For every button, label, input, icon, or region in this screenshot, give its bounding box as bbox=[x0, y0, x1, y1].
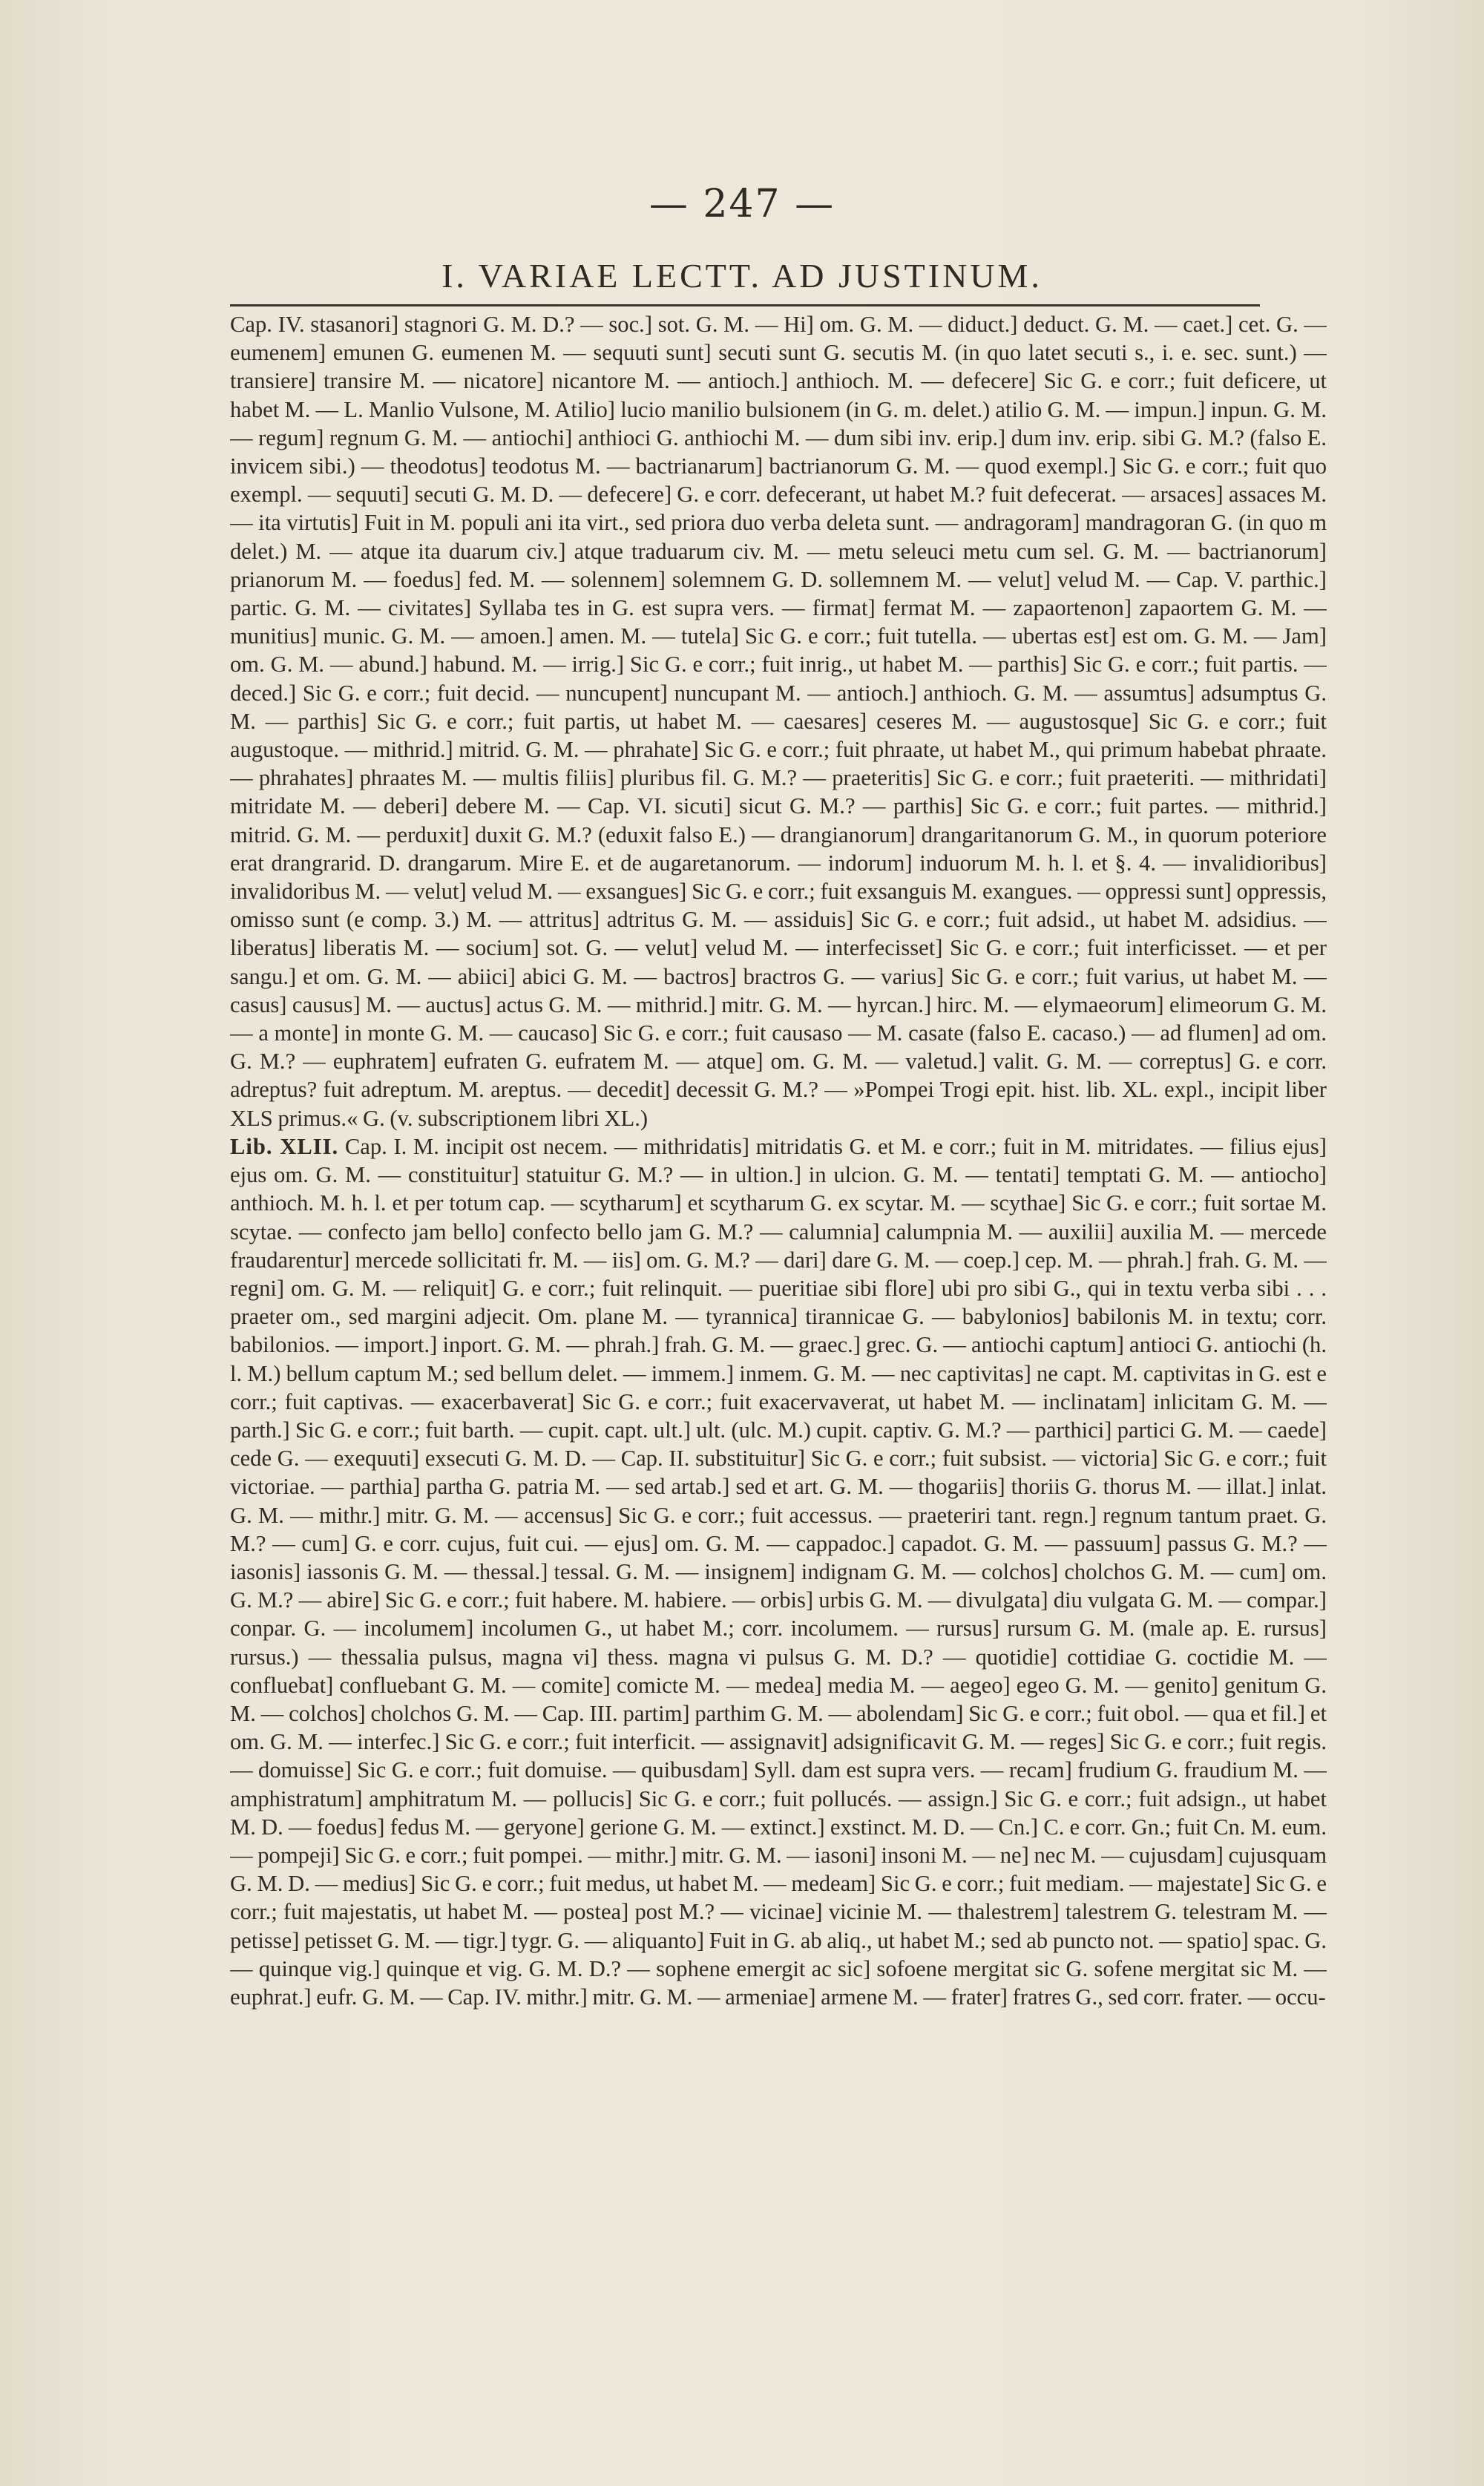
header-rule bbox=[230, 304, 1260, 306]
apparatus-paragraph-book-41: Cap. IV. stasanori] stagnori G. M. D.? — soc.] sot. G. M. — Hi] om. G. M. — diduct.] deduct. G. M. — caet.] cet. G. — eumenem] emunen G. eumenen M. — sequuti sunt] secuti sunt G. secutis M. (in quo latet secuti s., i. e. sec. sunt.) — transiere] transire M. — nicatore] nicantore M. — antioch.] anthioch. M. — defecere] Sic G. e corr.; fuit deficere, ut habet M. — L. Manlio Vulsone, M. Atilio] lucio manilio bulsionem (in G. m. delet.) atilio G. M. — impun.] inpun. G. M. — regum] regnum G. M. — antiochi] anthioci G. anthiochi M. — dum sibi inv. erip.] dum inv. erip. sibi G. M.? (falso E. invicem sibi.) — theodotus] teodotus M. — bactrianarum] bactrianorum G. M. — quod exempl.] Sic G. e corr.; fuit quo exempl. — sequuti] secuti G. M. D. — defecere] G. e corr. defecerant, ut habet M.? fuit defecerat. — arsaces] assaces M. — ita virtutis] Fuit in M. populi ani ita virt., sed priora duo verba deleta sunt. — andragoram] mandragoran G. (in quo m delet.) M. — atque ita duarum civ.] atque traduarum civ. M. — metu seleuci metu cum sel. G. M. — bactrianorum] prianorum M. — foedus] fed. M. — solennem] solemnem G. D. sollemnem M. — velut] velud M. — Cap. V. parthic.] partic. G. M. — civitates] Syllaba tes in G. est supra vers. — firmat] fermat M. — zapaortenon] zapaortem G. M. — munitius] munic. G. M. — amoen.] amen. M. — tutela] Sic G. e corr.; fuit tutella. — ubertas est] est om. G. M. — Jam] om. G. M. — abund.] habund. M. — irrig.] Sic G. e corr.; fuit inrig., ut habet M. — parthis] Sic G. e corr.; fuit partis. — deced.] Sic G. e corr.; fuit decid. — nuncupent] nuncupant M. — antioch.] anthioch. G. M. — assumtus] adsumptus G. M. — parthis] Sic G. e corr.; fuit partis, ut habet M. — caesares] ceseres M. — augustosque] Sic G. e corr.; fuit augustoque. — mithrid.] mitrid. G. M. — phrahate] Sic G. e corr.; fuit phraate, ut habet M., qui primum habebat phraate. — phrahates] phraates M. — multis filiis] pluribus fil. G. M.? — praeteritis] Sic G. e corr.; fuit praeteriti. — mithridati] mitridate M. — deberi] debere M. — Cap. VI. sicuti] sicut G. M.? — parthis] Sic G. e corr.; fuit partes. — mithrid.] mitrid. G. M. — perduxit] duxit G. M.? (eduxit falso E.) — drangianorum] drangaritanorum G. M., in quorum poteriore erat drangrarid. D. drangarum. Mire E. et de augaretanorum. — indorum] induorum M. h. l. et §. 4. — invalidioribus] invalidoribus M. — velut] velud M. — exsangues] Sic G. e corr.; fuit exsanguis M. exangues. — oppressi sunt] oppressis, omisso sunt (e comp. 3.) M. — attritus] adtritus G. M. — assiduis] Sic G. e corr.; fuit adsid., ut habet M. adsidius. — liberatus] liberatis M. — socium] sot. G. — velut] velud M. — interfecisset] Sic G. e corr.; fuit interficisset. — et per sangu.] et om. G. M. — abiici] abici G. M. — bactros] bractros G. — varius] Sic G. e corr.; fuit varius, ut habet M. — casus] causus] M. — auctus] actus G. M. — mithrid.] mitr. G. M. — hyrcan.] hirc. M. — elymaeorum] elimeorum G. M. — a monte] in monte G. M. — caucaso] Sic G. e corr.; fuit causaso — M. casate (falso E. cacaso.) — ad flumen] ad om. G. M.? — euphratem] eufraten G. eufratem M. — atque] om. G. M. — valetud.] valit. G. M. — correptus] G. e corr. adreptus? fuit adreptum. M. areptus. — decedit] decessit G. M.? — »Pompei Trogi epit. hist. lib. XL. expl., incipit liber XLS primus.« G. (v. subscriptionem libri XL.) bbox=[230, 312, 1327, 1131]
book-heading: Lib. XLII. bbox=[230, 1133, 339, 1159]
book-42-notes: Cap. I. M. incipit ost necem. — mithridatis] mitridatis G. et M. e corr.; fuit in M. mitridates. — filius ejus] ejus om. G. M. — constituitur] statuitur G. M.? — in ultion.] in ulcion. G. M. — tentati] temptati G. M. — antiocho] anthioch. M. h. l. et per totum cap. — scytharum] et scytharum G. ex scytar. M. — scythae] Sic G. e corr.; fuit sortae M. scytae. — confecto jam bello] confecto bello jam G. M.? — calumnia] calumpnia M. — auxilii] auxilia M. — mercede fraudarentur] mercede sollicitati fr. M. — iis] om. G. M.? — dari] dare G. M. — coep.] cep. M. — phrah.] frah. G. M. — regni] om. G. M. — reliquit] G. e corr.; fuit relinquit. — pueritiae sibi flore] ubi pro sibi G., qui in textu verba sibi . . . praeter om., sed margini adjecit. Om. plane M. — tyrannica] tirannicae G. — babylonios] babilonis M. in textu; corr. babilonios. — import.] inport. G. M. — phrah.] frah. G. M. — graec.] grec. G. — antiochi captum] antioci G. antiochi (h. l. M.) bellum captum M.; sed bellum delet. — immem.] inmem. G. M. — nec captivitas] ne capt. M. captivitas in G. est e corr.; fuit captivas. — exacerbaverat] Sic G. e corr.; fuit exacervaverat, ut habet M. — inclinatam] inlicitam G. M. — parth.] Sic G. e corr.; fuit barth. — cupit. capt. ult.] ult. (ulc. M.) cupit. captiv. G. M.? — parthici] partici G. M. — caede] cede G. — exequuti] exsecuti G. M. D. — Cap. II. substituitur] Sic G. e corr.; fuit subsist. — victoria] Sic G. e corr.; fuit victoriae. — parthia] partha G. patria M. — sed artab.] sed et art. G. M. — thogariis] thoriis G. thorus M. — illat.] inlat. G. M. — mithr.] mitr. G. M. — accensus] Sic G. e corr.; fuit accessus. — praeteriri tant. regn.] regnum tantum praet. G. M.? — cum] G. e corr. cujus, fuit cui. — ejus] om. G. M. — cappadoc.] capadot. G. M. — passuum] passus G. M.? — iasonis] iassonis G. M. — thessal.] tessal. G. M. — insignem] indignam G. M. — colchos] cholchos G. M. — cum] om. G. M.? — abire] Sic G. e corr.; fuit habere. M. habiere. — orbis] urbis G. M. — divulgata] diu vulgata G. M. — compar.] conpar. G. — incolumem] incolumen G., ut habet M.; corr. incolumem. — rursus] rursum G. M. (male ap. E. rursus] rursus.) — thessalia pulsus, magna vi] thess. magna vi pulsus G. M. D.? — quotidie] cottidiae G. coctidie M. — confluebat] confluebant G. M. — comite] comicte M. — medea] media M. — aegeo] egeo G. M. — genito] genitum G. M. — colchos] cholchos G. M. — Cap. III. partim] parthim G. M. — abolendam] Sic G. e corr.; fuit obol. — qua et fil.] et om. G. M. — interfec.] Sic G. e corr.; fuit interficit. — assignavit] adsignificavit G. M. — reges] Sic G. e corr.; fuit regis. — domuisse] Sic G. e corr.; fuit domuise. — quibusdam] Syll. dam est supra vers. — recam] frudium G. fraudium M. — amphistratum] amphitratum M. — pollucis] Sic G. e corr.; fuit pollucés. — assign.] Sic G. e corr.; fuit adsign., ut habet M. D. — foedus] fedus M. — geryone] gerione G. M. — extinct.] exstinct. M. D. — Cn.] C. e corr. Gn.; fuit Cn. M. eum. — pompeji] Sic G. e corr.; fuit pompei. — mithr.] mitr. G. M. — iasoni] insoni M. — ne] nec M. — cujusdam] cujusquam G. M. D. — medius] Sic G. e corr.; fuit medus, ut habet M. — medeam] Sic G. e corr.; fuit mediam. — majestate] Sic G. e corr.; fuit majestatis, ut habet M. — postea] post M.? — vicinae] vicinie M. — thalestrem] talestrem G. telestram M. — petisse] petisset G. M. — tigr.] tygr. G. — aliquanto] Fuit in G. ab aliq., ut habet M.; sed ab puncto not. — spatio] spac. G. — quinque vig.] quinque et vig. G. M. D.? — sophene emergit ac sic] sofoene mergitat sic G. sofene mergitat sic M. — euphrat.] eufr. G. M. — Cap. IV. mithr.] mitr. G. M. — armeniae] armene M. — frater] fratres G., sed corr. frater. — occu- bbox=[230, 1133, 1327, 2010]
page-number: — 247 — bbox=[649, 182, 835, 226]
apparatus-paragraph-book-42 bbox=[230, 1132, 1327, 2011]
running-title: I. VARIAE LECTT. AD JUSTINUM. bbox=[441, 257, 1043, 295]
apparatus-text bbox=[230, 310, 1327, 2151]
